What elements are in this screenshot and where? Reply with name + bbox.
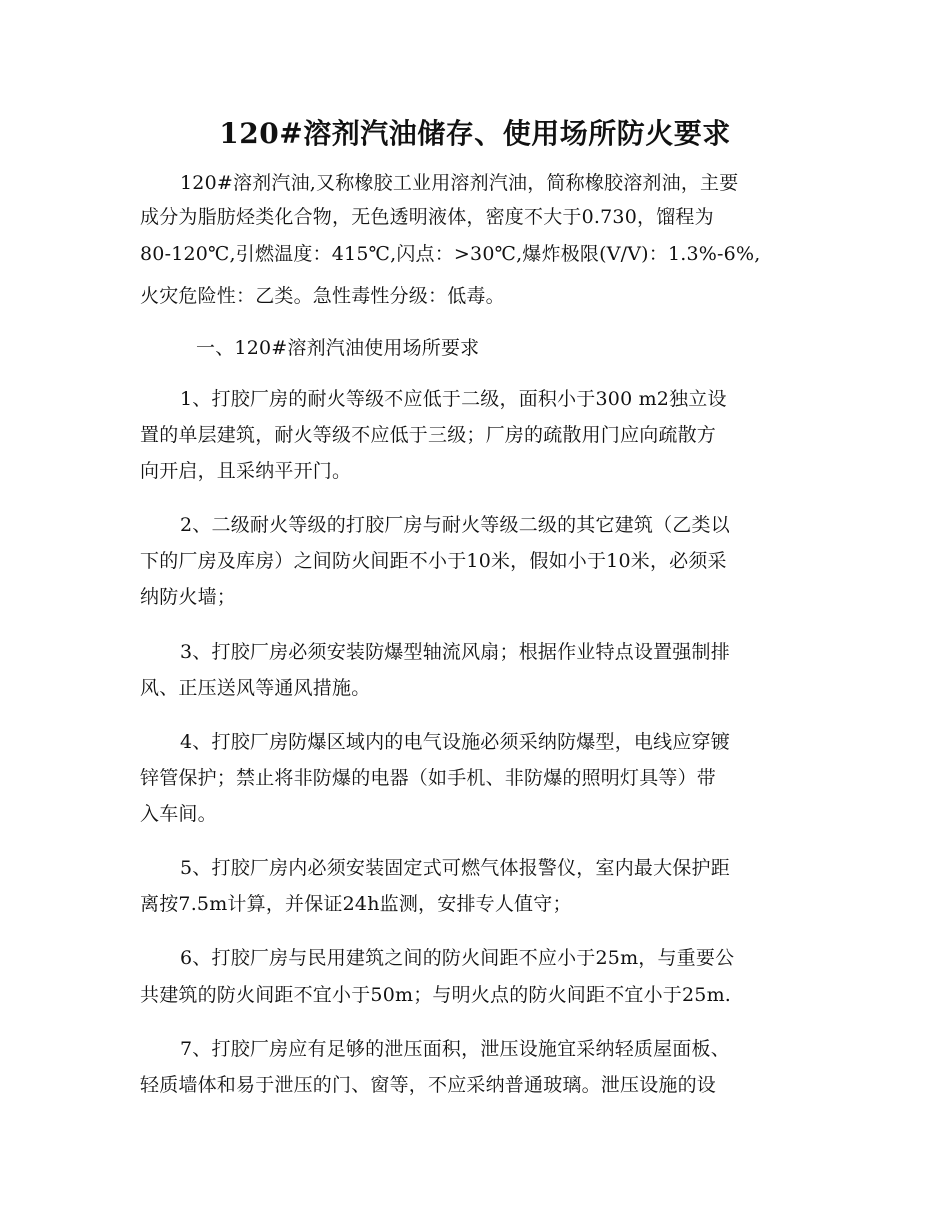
- item-2-line-1: 2、二级耐火等级的打胶厂房与耐火等级二级的其它建筑（乙类以: [180, 514, 730, 536]
- item-6-line-2: 共建筑的防火间距不宜小于50m；与明火点的防火间距不宜小于25m.: [140, 984, 732, 1006]
- item-4-line-3: 入车间。: [140, 803, 217, 825]
- intro-line-3: 80-120℃,引燃温度：415℃,闪点：>30℃,爆炸极限(V/V)：1.3%-6%,: [140, 243, 761, 265]
- item-1-line-2: 置的单层建筑，耐火等级不应低于三级；厂房的疏散用门应向疏散方: [140, 424, 717, 446]
- item-1-line-3: 向开启，且采纳平开门。: [140, 460, 352, 482]
- item-4-line-2: 锌管保护；禁止将非防爆的电器（如手机、非防爆的照明灯具等）带: [140, 767, 717, 789]
- item-5-line-1: 5、打胶厂房内必须安装固定式可燃气体报警仪，室内最大保护距: [180, 857, 730, 879]
- item-2-line-3: 纳防火墙；: [140, 586, 237, 608]
- section-heading: 一、120#溶剂汽油使用场所要求: [196, 337, 480, 359]
- item-7-line-2: 轻质墙体和易于泄压的门、窗等，不应采纳普通玻璃。泄压设施的设: [140, 1074, 717, 1096]
- item-4-line-1: 4、打胶厂房防爆区域内的电气设施必须采纳防爆型，电线应穿镀: [180, 731, 730, 753]
- item-7-line-1: 7、打胶厂房应有足够的泄压面积，泄压设施宜采纳轻质屋面板、: [180, 1038, 730, 1060]
- intro-line-1: 120#溶剂汽油,又称橡胶工业用溶剂汽油，简称橡胶溶剂油，主要: [180, 172, 739, 194]
- intro-line-4: 火灾危险性：乙类。急性毒性分级：低毒。: [140, 285, 505, 307]
- item-6-line-1: 6、打胶厂房与民用建筑之间的防火间距不应小于25m，与重要公: [180, 947, 735, 969]
- item-3-line-1: 3、打胶厂房必须安装防爆型轴流风扇；根据作业特点设置强制排: [180, 641, 730, 663]
- item-5-line-2: 离按7.5m计算，并保证24h监测，安排专人值守；: [140, 893, 572, 915]
- item-1-line-1: 1、打胶厂房的耐火等级不应低于二级，面积小于300 m2独立设: [180, 388, 727, 410]
- intro-line-2: 成分为脂肪烃类化合物，无色透明液体，密度不大于0.730，馏程为: [140, 206, 714, 228]
- item-2-line-2: 下的厂房及库房）之间防火间距不小于10米，假如小于10米，必须采: [140, 550, 727, 572]
- document-title: 120#溶剂汽油储存、使用场所防火要求: [219, 117, 731, 150]
- item-3-line-2: 风、正压送风等通风措施。: [140, 677, 371, 699]
